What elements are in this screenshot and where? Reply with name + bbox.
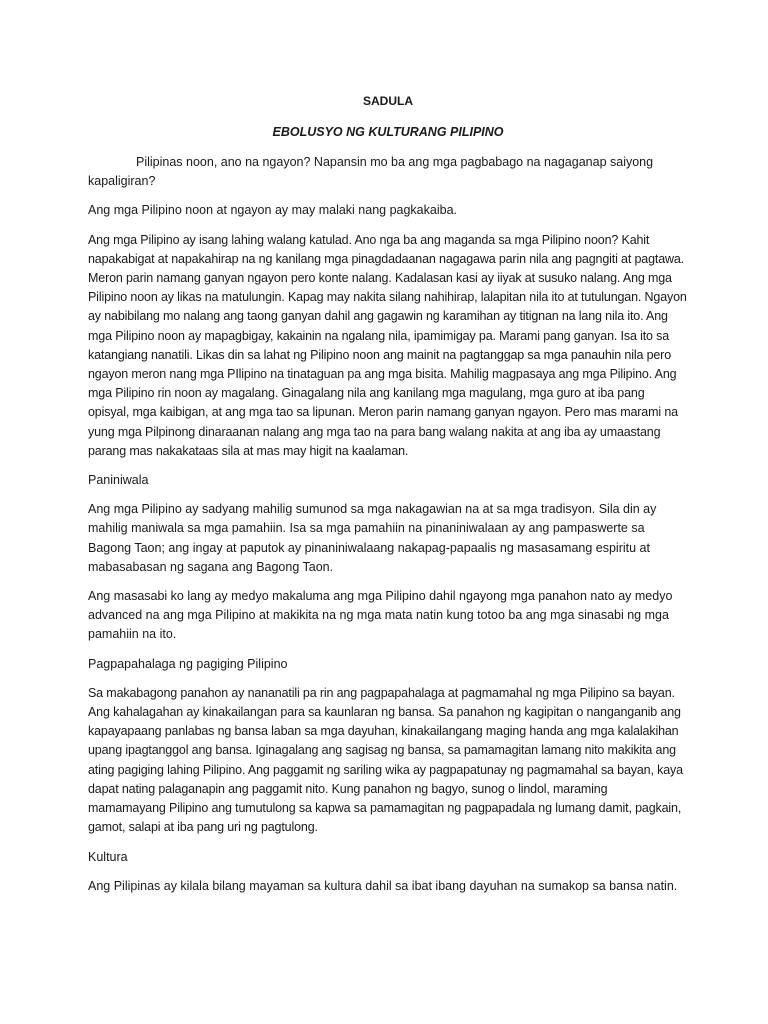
- paragraph: Ang masasabi ko lang ay medyo makaluma ang mga Pilipino dahil ngayong mga panahon nato ay medyo advanced na ang mga Pilipino at makikita na ng mga mata natin kung totoo ba ang mga sinasabi ng mga pamahiin na ito.: [88, 589, 673, 642]
- paragraph: Ang mga Pilipino noon at ngayon ay may malaki nang pagkakaiba.: [88, 203, 457, 218]
- document-subtitle: EBOLUSYO NG KULTURANG PILIPINO: [272, 125, 504, 139]
- section-heading-pagpapahalaga: Pagpapahalaga ng pagiging Pilipino: [88, 656, 288, 671]
- document-page: [88, 92, 688, 896]
- paragraph: Sa makabagong panahon ay nananatili pa rin ang pagpapahalaga at pagmamahal ng mga Pilipino sa bayan. Ang kahalagahan ay kinakailangan para sa kaunlaran ng bansa. Sa panahon ng kagipitan o nanganganib ang kapayapaang panlabas ng bansa laban sa mga dayuhan, kinakailangang maging handa ang mga kalalakihan upang ipagtanggol ang bansa. Iginagalang ang sagisag ng bansa, sa pamamagitan lamang nito makikita ang ating pagiging lahing Pilipino. Ang paggamit ng sariling wika ay pagpapatunay ng pagmamahal sa bayan, kaya dapat nating palaganapin ang paggamit nito. Kung panahon ng bagyo, sunog o lindol, maraming mamamayang Pilipino ang tumutulong sa kapwa sa pamamagitan ng pagpapadala ng lumang damit, pagkain, gamot, salapi at iba pang uri ng pagtulong.: [88, 685, 683, 835]
- intro-paragraph: Pilipinas noon, ano na ngayon? Napansin mo ba ang mga pagbabago na nagaganap saiyong kapaligiran?: [88, 155, 654, 189]
- paragraph: Ang mga Pilipino ay isang lahing walang katulad. Ano nga ba ang maganda sa mga Pilipino noon? Kahit napakabigat at napakahirap na ng kanilang mga pinagdadaanan nagagawa parin nila ang pagngiti at pagtawa. Meron parin namang ganyan ngayon pero konte nalang. Kadalasan kasi ay iiyak at susuko nalang. Ang mga Pilipino noon ay likas na matulungin. Kapag may nakita silang nahihirap, lalapitan nila ito at tutulungan. Ngayon ay nabibilang mo nalang ang taong ganyan dahil ang gagawin ng karamihan ay titignan na lang nila ito. Ang mga Pilipino noon ay mapagbigay, kakainin na ngalang nila, ipamimigay pa. Marami pang ganyan. Isa ito sa katangiang nanatili. Likas din sa lahat ng Pilipino noon ang mainit na pagtanggap sa mga panauhin nila pero ngayon meron nang mga PIlipino na tinataguan pa ang mga bisita. Mahilig magpasaya ang mga Pilipino. Ang mga Pilipino rin noon ay magalang. Ginagalang nila ang kanilang mga magulang, mga guro at iba pang opisyal, mga kaibigan, at ang mga tao sa lipunan. Meron parin namang ganyan ngayon. Pero mas marami na yung mga Pilpinong dinaraanan nalang ang mga tao na para bang walang nakita at ang iba ay umaastang parang mas nakakataas sila at mas may higit na kaalaman.: [88, 232, 687, 458]
- paragraph: Ang Pilipinas ay kilala bilang mayaman sa kultura dahil sa ibat ibang dayuhan na sumakop sa bansa natin.: [88, 878, 678, 893]
- document-title: SADULA: [363, 94, 413, 108]
- paragraph: Ang mga Pilipino ay sadyang mahilig sumunod sa mga nakagawian na at sa mga tradisyon. Sila din ay mahilig maniwala sa mga pamahiin. Isa sa mga pamahiin na pinaniniwalaan ay ang pampaswerte sa Bagong Taon; ang ingay at paputok ay pinaniniwalaang nakapag-papaalis ng masasamang espiritu at mabasabasan ng sagana ang Bagong Taon.: [88, 502, 657, 574]
- section-heading-kultura: Kultura: [88, 849, 128, 864]
- section-heading-paniniwala: Paniniwala: [88, 473, 149, 488]
